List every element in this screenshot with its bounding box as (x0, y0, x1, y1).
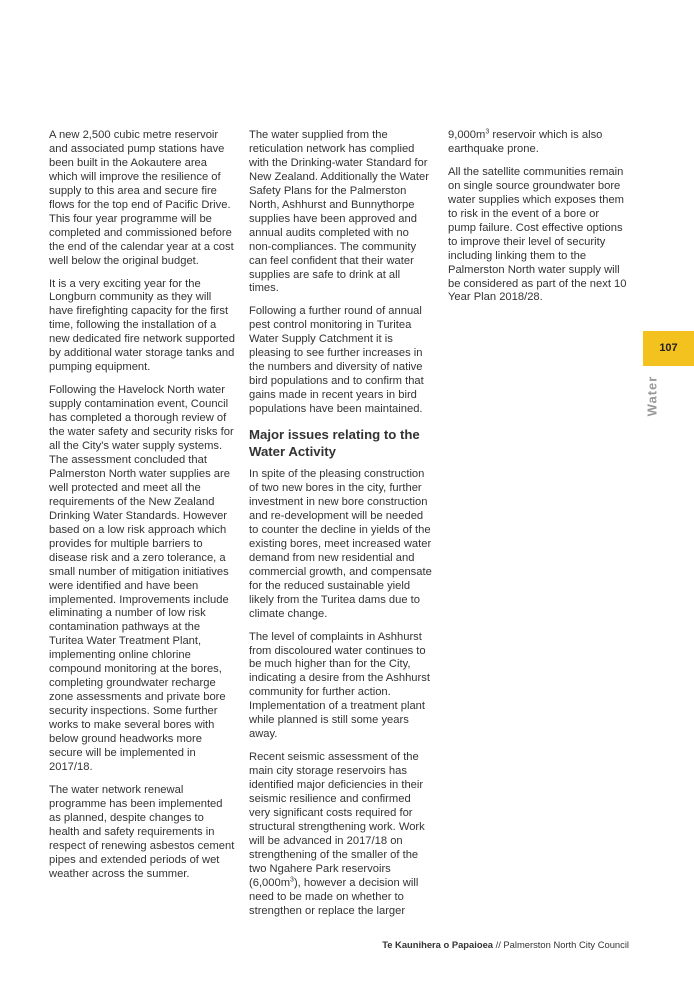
footer-org-maori: Te Kaunihera o Papaioea (382, 939, 493, 950)
page-number-tab: 107 (643, 331, 694, 366)
text-run: ), however a decision will need to be made on whether to strengthen or replace the larger (249, 876, 419, 917)
footer-org-english: Palmerston North City Council (503, 939, 629, 950)
text-column-1 (49, 129, 235, 891)
footer-separator: // (493, 939, 504, 950)
paragraph-continued (448, 129, 628, 157)
paragraph: The level of complaints in Ashhurst from discoloured water continues to be much higher than for the City, indicating a desire from the Ashhurst community for further action. Implementation of a treatment plant while planned is still some years away. (249, 630, 430, 741)
paragraph: In spite of the pleasing construction of two new bores in the city, further investment in new bore construction and re-development will be needed to counter the decline in yields of the existing bores, meet increased water demand from new residential and commercial growth, and compensate for the reduced sustainable yield likely from the Turitea dams due to climate change. (249, 468, 432, 620)
paragraph: It is a very exciting year for the Longburn community as they will have firefighting capacity for the first time, following the installation of a new dedicated fire network supported by additional water storage tanks and pumping equipment. (49, 277, 235, 374)
superscript: 3 (290, 876, 294, 884)
text-column-2 (249, 129, 433, 928)
paragraph: The water supplied from the reticulation network has complied with the Drinking-water Standard for New Zealand. Additionally the Water Safety Plans for the Palmerston North, Ashhurst and Bunnythorpe supplies have been approved and annual audits completed with no non-compliances. The community can feel confident that their water supplies are safe to drink at all times. (249, 129, 429, 295)
paragraph: Following a further round of annual pest control monitoring in Turitea Water Supply Catchment it is pleasing to see further increases in the numbers and diversity of native bird populations and to confirm that gains made in recent years in bird populations have been maintained. (249, 305, 424, 416)
paragraph: All the satellite communities remain on single source groundwater bore water supplies which exposes them to risk in the event of a bore or pump failure. Cost effective options to improve their level of security including linking them to the Palmerston North water supply will be considered as part of the next 10 Year Plan 2018/28. (448, 165, 627, 304)
paragraph: A new 2,500 cubic metre reservoir and associated pump stations have been built in the Aokautere area which will improve the resilience of supply to this area and secure fire flows for the top end of Pacific Drive. This four year programme will be completed and commissioned before the end of the calendar year at a cost well below the original budget. (49, 129, 234, 267)
paragraph-seismic (249, 751, 433, 918)
paragraph: The water network renewal programme has been implemented as planned, despite changes to health and safety requirements in respect of renewing asbestos cement pipes and extended periods of wet weather across the summer. (49, 783, 235, 880)
text-run: 9,000m (448, 129, 486, 141)
section-heading: Major issues relating to the Water Activity (249, 427, 420, 460)
text-column-3 (448, 129, 628, 314)
page-footer (382, 939, 629, 950)
paragraph: Following the Havelock North water supply contamination event, Council has completed a thorough review of the water safety and security risks for all the City's water supply systems. The assessment concluded that Palmerston North water supplies are well protected and meet all the requirements of the New Zealand Drinking Water Standards. However based on a low risk approach which provides for multiple barriers to disease risk and a zero tolerance, a small number of mitigation initiatives were identified and have been implemented. Improvements include eliminating a number of low risk contamination pathways at the Turitea Water Treatment Plant, implementing online chlorine compound monitoring at the bores, completing groundwater recharge zone assessments and private bore security inspections. Some further works to make several bores with below ground headworks more secure will be implemented in 2017/18. (49, 384, 234, 773)
text-run: reservoir which is also earthquake prone. (448, 129, 603, 155)
superscript: 3 (485, 128, 490, 136)
section-label-text: Water (644, 375, 660, 417)
text-run: Recent seismic assessment of the main city storage reservoirs has identified major deficiencies in their seismic resilience and confirmed very significant costs required for structural strengthening work. Work will be advanced in 2017/18 on strengthening of the smaller of the two Ngahere Park reservoirs (6,000m (249, 751, 425, 889)
